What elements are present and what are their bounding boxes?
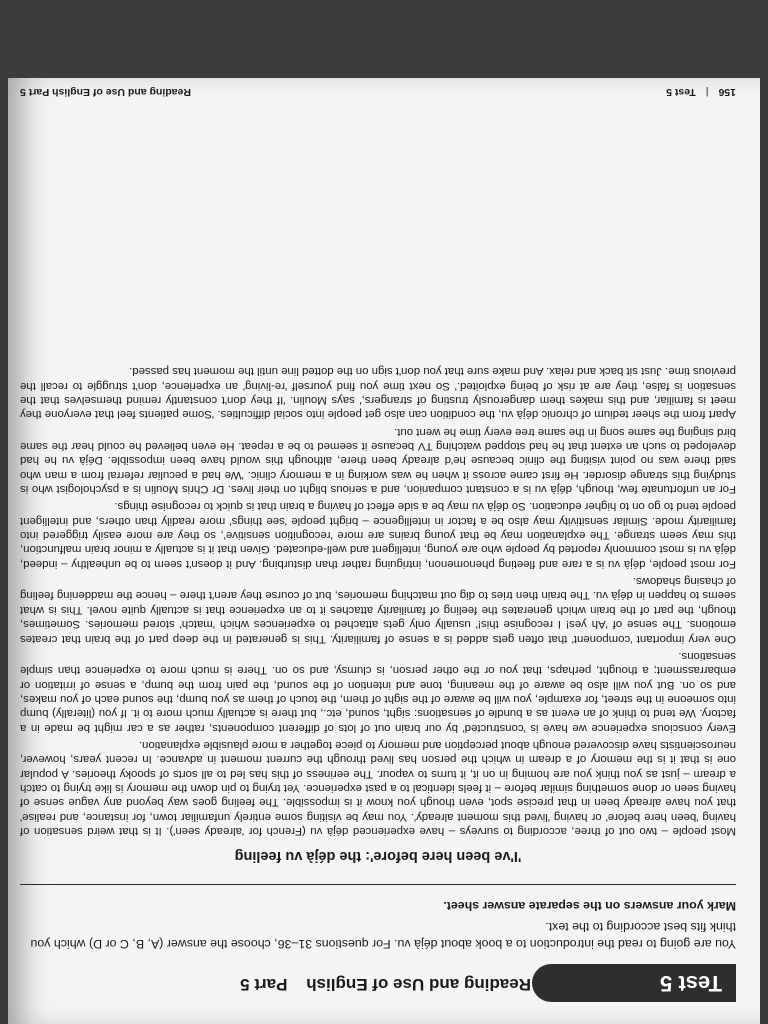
article-paragraph: For most people, déjà vu is a rare and fleeting phenomenon, intriguing rather than disturbing. And it doesn't seem to be unhealthy – indeed, déjà vu is most commonly reported by people who are young, intelligent and well-educated. Given that it is actually a minor brain malfunction, this may seem strange. The explanation may be that young brains are more 'recognition sensitive', so they are more easily triggered into familiarity mode. Similar sensitivity may also be a factor in intelligence – bright people 'see things' more readily than others, and intelligent people tend to go on to higher education. So déjà vu may be a side effect of having a brain that is quick to recognise things. — [20, 500, 736, 570]
test-tab — [532, 964, 736, 1002]
part-label: Part 5 — [240, 975, 288, 994]
page-footer — [20, 86, 736, 98]
rotated-page-content — [8, 78, 760, 1024]
book-page — [8, 78, 760, 1024]
article-paragraph: Apart from the sheer tedium of chronic déjà vu, the condition can also get people into social difficulties. 'Some patients feel that everyone they meet is familiar, and this makes them dangerously trusting of strangers,' says Moulin. 'If they don't constantly remind themselves that the sensation is false, they are at risk of being exploited.' So next time you find yourself 're-living' an experience, don't struggle to recall the previous time. Just sit back and relax. And make sure that you don't sign on the dotted line until the moment has passed. — [20, 365, 736, 421]
article-title: 'I've been here before': the déjà vu feeling — [234, 848, 522, 864]
footer-separator: | — [705, 86, 709, 98]
page-number: 156 — [718, 86, 736, 98]
answer-sheet-instruction: Mark your answers on the separate answer sheet. — [443, 899, 736, 913]
article-paragraph: Every conscious experience we have is 'constructed' by our brain out of lots of different components, rather as a car might be made in a factory. We tend to think of an event as a bundle of sensations: sight, sound, etc., but there is actually much more to it. If you (literally) bump into someone in the street, for example, you will be aware of the sight of them, the touch of them as you bump, the sound each of you makes, and so on. But you will also be aware of the meaning, tone and intention of the sound, the pain from the bump, a sense of irritation or embarrassment; a thought, perhaps, that you or the other person, is clumsy, and so on. There is much more to experience than simple sensations. — [20, 649, 736, 734]
instructions-text: You are going to read the introduction to a book about déjà vu. For questions 31–36, choose the answer (A, B, C or D) which you think fits best according to the text. — [30, 920, 736, 951]
section-name: Reading and Use of English — [306, 975, 531, 994]
footer-section-label: Reading and Use of English Part 5 — [20, 86, 191, 98]
divider — [20, 884, 736, 885]
footer-test-label: Test 5 — [666, 86, 696, 98]
section-title — [240, 974, 531, 994]
article-paragraph: Most people – two out of three, according to surveys – have experienced déjà vu (French for 'already seen'). It is that weird sensation of having 'been here before' or having 'lived this moment already'. You may be visiting some entirely unfamiliar town, for instance, and realise' that you have already been in that precise spot, even though you know it is impossible. The feeling goes way beyond any vague sense of having seen or done something similar before – it feels identical to a past experience. Yet trying to pin down the memory is like trying to catch a dream – just as you think you are homing in on it, it turns to vapour. The eeriness of this has led to all sorts of spooky theories. A popular one is that it is the memory of a dream in which the person has lived through the current moment in advance. In recent years, however, neuroscientists have discovered enough about perception and memory to piece together a more plausible explanation. — [20, 738, 736, 837]
article-paragraph: One very important 'component' that often gets added is a sense of familiarity. This is generated in the deep part of the brain that creates emotions. The sense of 'Ah yes! I recognise this!' usually only gets attached to experiences which 'match' stored memories. Sometimes, though, the part of the brain which generates the feeling of familiarity attaches it to an experience that is actually quite novel. This is what seems to happen in déjà vu. The brain then tries to dig out matching memories, but of course they aren't there – hence the maddening feeling of chasing shadows. — [20, 575, 736, 645]
test-label: Test 5 — [660, 971, 722, 996]
page-body — [20, 361, 736, 1002]
article-paragraph: For an unfortunate few, though, déjà vu is a constant companion, and a serious blight on their lives. Dr Chris Moulin is a psychologist who is studying this strange disorder. He first came across it when he was working in a memory clinic. 'We had a peculiar referral from a man who said there was no point visiting the clinic because he'd already been there, although this would have been impossible. Déjà vu he had developed to such an extent that he had stopped watching TV because it seemed to be a repeat. He even believed he could hear the same bird singing the same song in the same tree every time he went out. — [20, 425, 736, 496]
scanner-background — [0, 0, 768, 78]
article — [20, 364, 736, 864]
page-header — [20, 960, 736, 1002]
